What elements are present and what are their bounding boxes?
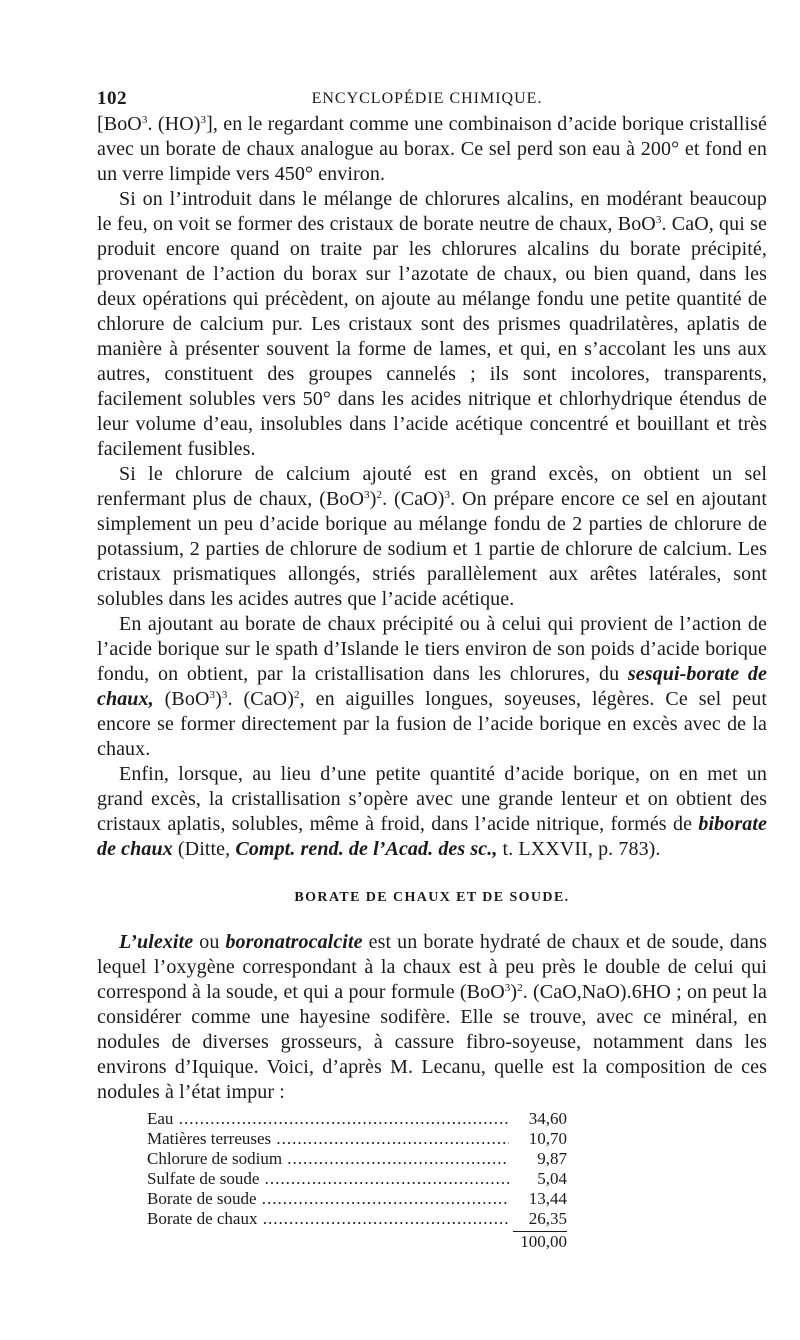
text-run: . (HO) <box>147 113 201 135</box>
text-run: , en aiguilles longues, soyeuses, légères. Ce sel peut encore se former directement par la fusion de l’acide borique en excès avec de la chaux. <box>97 688 767 760</box>
running-title: ENCYCLOPÉDIE CHIMIQUE. <box>311 90 543 107</box>
composition-value: 10,70 <box>528 1129 567 1148</box>
composition-table <box>147 1109 567 1252</box>
text-run: (BoO <box>153 688 210 710</box>
composition-row <box>147 1149 567 1169</box>
composition-label: Chlorure de sodium ..... <box>147 1149 509 1169</box>
composition-label: Borate de chaux ..... <box>147 1209 509 1229</box>
text-run: est un borate hydraté de chaux et de soude, dans lequel l’oxygène correspondant à la chaux est à peu près le double de celui qui correspond à la soude, et qui a pour formule (BoO <box>97 931 767 1003</box>
paragraph-5 <box>97 762 767 862</box>
composition-value: 34,60 <box>528 1109 567 1128</box>
composition-label: Eau ..... <box>147 1109 509 1129</box>
section-heading: BORATE DE CHAUX ET DE SOUDE. <box>294 890 570 905</box>
paragraph-2 <box>97 187 767 462</box>
composition-row <box>147 1169 567 1189</box>
emphasis-term: L’ulexite <box>119 931 194 953</box>
composition-row <box>147 1209 567 1229</box>
emphasis-term: biborate de chaux <box>97 813 767 860</box>
text-run: ou <box>193 931 226 953</box>
text-run: . CaO, qui se produit encore quand on traite par les chlorures alcalins du borate précipité, provenant de l’action du borax sur l’azotate de chaux, ou bien quand, dans les deux opérations qui précèdent, on ajoute au mélange fondu une petite quantité de chlorure de calcium pur. Les cristaux sont des prismes quadrilatères, aplatis de manière à présenter souvent la forme de lames, et qui, en s’accolant les uns aux autres, constituent des groupes cannelés ; ils sont incolores, transparents, facilement solubles vers 50° dans les acides nitrique et chlorhydrique étendus de leur volume d’eau, insolubles dans l’acide acétique concentré et bouillant et très facilement fusibles. <box>97 213 767 460</box>
superscript: 3 <box>141 114 148 126</box>
text-run: ) <box>510 981 518 1003</box>
text-run: . On prépare encore ce sel en ajoutant simplement un peu d’acide borique au mélange fondu de 2 parties de chlorure de potassium, 2 parties de chlorure de sodium et 1 partie de chlorure de calcium. Les cristaux prismatiques allongés, striés parallèlement aux arêtes latérales, sont solubles dans les acides autres que l’acide acétique. <box>97 488 767 610</box>
text-run: En ajoutant au borate de chaux précipité ou à celui qui provient de l’action de l’acide borique sur le spath d’Islande le tiers environ de son poids d’acide borique fondu, on obtient, par la cristallisation dans les chlorures, du <box>97 613 767 685</box>
superscript: 2 <box>293 689 300 701</box>
emphasis-term: sesqui-borate de chaux, <box>97 663 767 710</box>
text-run: . (CaO) <box>227 688 294 710</box>
composition-row <box>147 1109 567 1129</box>
composition-row <box>147 1189 567 1209</box>
composition-row <box>147 1129 567 1149</box>
superscript: 3 <box>221 689 228 701</box>
citation-title: Compt. rend. de l’Acad. des sc., <box>235 838 498 860</box>
composition-value: 13,44 <box>528 1189 567 1208</box>
superscript: 2 <box>376 489 383 501</box>
text-run: t. LXXVII, p. 783). <box>497 838 661 860</box>
composition-label: Sulfate de soude ..... <box>147 1169 509 1189</box>
superscript: 3 <box>200 114 207 126</box>
composition-value: 9,87 <box>537 1149 567 1168</box>
text-run: ], en le regardant comme une combinaison d’acide borique cristallisé avec un borate de chaux analogue au borax. Ce sel perd son eau à 200° et fond en un verre limpide vers 450° environ. <box>97 113 768 185</box>
composition-total: 100,00 <box>520 1232 567 1251</box>
composition-label: Matières terreuses ..... <box>147 1129 509 1149</box>
running-head <box>97 88 767 110</box>
text-run: . (CaO) <box>382 488 445 510</box>
text-run: Si on l’introduit dans le mélange de chlorures alcalins, en modérant beaucoup le feu, on voit se former des cristaux de borate neutre de chaux, BoO <box>97 188 767 235</box>
text-run: [BoO <box>97 113 142 135</box>
text-run: ) <box>369 488 377 510</box>
composition-total-row <box>147 1232 567 1252</box>
page-number: 102 <box>97 88 127 109</box>
text-run: ) <box>215 688 222 710</box>
body-text <box>97 112 767 1252</box>
paragraph-6 <box>97 930 767 1105</box>
superscript: 2 <box>517 982 523 994</box>
composition-value: 5,04 <box>537 1169 567 1188</box>
superscript: 3 <box>655 214 662 226</box>
text-run: Si le chlorure de calcium ajouté est en grand excès, on obtient un sel renfermant plus de chaux, (BoO <box>97 463 767 510</box>
emphasis-term: boronatrocalcite <box>225 931 363 953</box>
paragraph-1 <box>97 112 767 187</box>
composition-label: Borate de soude ..... <box>147 1189 509 1209</box>
text-run: Enfin, lorsque, au lieu d’une petite quantité d’acide borique, on en met un grand excès, la cristallisation s’opère avec une grande lenteur et on obtient des cristaux aplatis, solubles, même à froid, dans l’acide nitrique, formés de <box>97 763 767 835</box>
text-run: . (CaO,NaO).6HO ; on peut la considérer comme une hayesine sodifère. Elle se trouve, avec ce minéral, en nodules de diverses grosseurs, à cassure fibro-soyeuse, notamment dans les environs d’Iquique. Voici, d’après M. Lecanu, quelle est la composition de ces nodules à l’état impur : <box>97 981 767 1103</box>
superscript: 3 <box>444 489 451 501</box>
text-run: (Ditte, <box>172 838 236 860</box>
paragraph-3 <box>97 462 767 612</box>
composition-value: 26,35 <box>528 1209 567 1228</box>
paragraph-4 <box>97 612 767 762</box>
superscript: 3 <box>364 489 370 501</box>
superscript: 3 <box>209 689 216 701</box>
superscript: 3 <box>504 982 511 994</box>
